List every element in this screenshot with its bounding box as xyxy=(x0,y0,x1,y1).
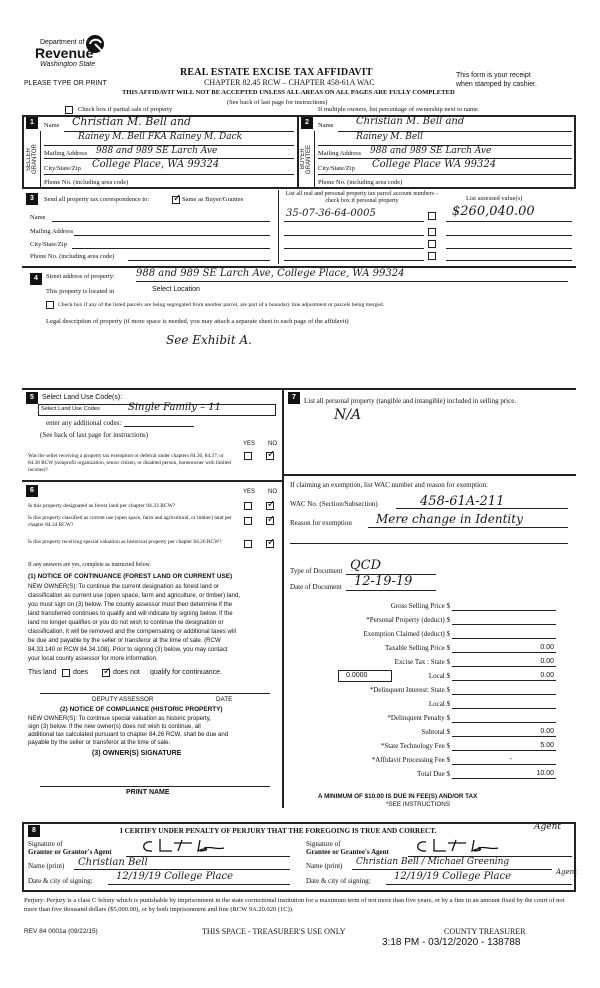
legal-description-value[interactable]: See Exhibit A. xyxy=(166,333,252,347)
s3-mailing-label: Mailing Address xyxy=(30,228,74,235)
grantor-date-city-label: Date & city of signing: xyxy=(28,877,93,885)
partial-sale-checkbox[interactable] xyxy=(65,106,73,114)
seller-city-label: City/State/Zip xyxy=(44,165,81,172)
seller-name-line2[interactable]: Rainey M. Bell FKA Rainey M. Dack xyxy=(78,132,243,142)
q-historical-yes[interactable] xyxy=(244,540,252,548)
s5-see-back: (See back of last page for instructions) xyxy=(40,431,149,439)
buyer-name-line2[interactable]: Rainey M. Bell xyxy=(356,132,423,142)
owner-signature-label: (3) OWNER(S) SIGNATURE xyxy=(92,750,182,757)
qualify-label: qualify for continuance. xyxy=(150,669,222,676)
section4-number: 4 xyxy=(30,273,42,285)
q-current-use-no[interactable] xyxy=(266,517,274,525)
seller-mailing-label: Mailing Address xyxy=(44,150,88,157)
document-type-label: Type of Document xyxy=(290,567,343,575)
s5-no-header: NO xyxy=(268,441,277,447)
grantor-signature[interactable] xyxy=(138,836,228,856)
tax-row-penalty-label: *Delinquent Penalty $ xyxy=(387,714,450,722)
treasurer-only: THIS SPACE - TREASURER'S USE ONLY xyxy=(202,927,346,936)
parcel-checkbox-3[interactable] xyxy=(428,240,436,248)
q-current-use-yes[interactable] xyxy=(244,517,252,525)
receipt-note1: This form is your receipt xyxy=(456,72,531,79)
buyer-side-label: BUYER GRANTEE xyxy=(300,144,312,174)
s3-phone-label: Phone No. (including area code) xyxy=(30,253,115,260)
seller-name-line1[interactable]: Christian M. Bell and xyxy=(72,115,192,128)
document-type-value[interactable]: QCD xyxy=(350,558,382,573)
legal-description-label: Legal description of property (if more space is needed, you may attach a separate sheet to each page of the affidavit) xyxy=(46,318,349,325)
buyer-mailing-value[interactable]: 988 and 989 SE Larch Ave xyxy=(370,146,492,156)
q-exemption-yes[interactable] xyxy=(244,452,252,460)
q-historical-no[interactable] xyxy=(266,540,274,548)
notice1-line2: classification as current use (open space, farm and agriculture, or timber) land, xyxy=(28,592,241,599)
notice1-line8: 84.33.140 or RCW 84.34.108). Prior to signing (3) below, you may contact xyxy=(28,646,228,653)
parcel-number-value[interactable]: 35-07-36-64-0005 xyxy=(286,208,376,219)
deputy-date-label: DATE xyxy=(216,696,233,703)
tax-row-personal-label: *Personal Property (deduct) $ xyxy=(366,616,450,624)
grantee-name-value[interactable]: Christian Bell / Michael Greening xyxy=(356,857,510,867)
cashier-stamp: 3:18 PM - 03/12/2020 - 138788 xyxy=(382,937,521,948)
reason-label: Reason for exemption xyxy=(290,519,352,527)
certify-statement: I CERTIFY UNDER PENALTY OF PERJURY THAT THE FOREGOING IS TRUE AND CORRECT. xyxy=(120,827,437,835)
send-correspondence-label: Send all property tax correspondence to: xyxy=(44,196,150,203)
reason-value[interactable]: Mere change in Identity xyxy=(376,512,523,526)
notice2-line3: additional tax calculated pursuant to chapter 84.26 RCW, shall be due and xyxy=(28,731,229,738)
notice1-line4: land transferred continues to qualify and will indicate by signing below. If the xyxy=(28,610,233,617)
tax-row-subtotal-value: 0.00 xyxy=(540,728,554,735)
form-warning: THIS AFFIDAVIT WILL NOT BE ACCEPTED UNLESS ALL AREAS ON ALL PAGES ARE FULLY COMPLETED xyxy=(122,89,455,96)
wac-claim-note: If claiming an exemption, list WAC number and reason for exemption: xyxy=(290,481,488,489)
local-rate-value: 0.0000 xyxy=(346,672,368,679)
grantor-date-city-value[interactable]: 12/19/19 College Place xyxy=(116,871,233,882)
parcel-checkbox-2[interactable] xyxy=(428,228,436,236)
street-address-value[interactable]: 988 and 989 SE Larch Ave, College Place, WA 99324 xyxy=(136,268,405,279)
notice1-line1: NEW OWNER(S): To continue the current designation as forest land or xyxy=(28,583,219,590)
tax-row-procfee-value: - xyxy=(509,756,512,763)
form-id: REV 84 0001a (09/22/15) xyxy=(24,928,98,935)
grantee-signature-label1: Signature of xyxy=(306,840,341,848)
section8-number: 8 xyxy=(28,825,40,837)
does-qualify-checkbox[interactable] xyxy=(62,669,70,677)
select-land-use-label: Select Land Use Code(s): xyxy=(42,394,123,401)
buyer-mailing-label: Mailing Address xyxy=(318,150,362,157)
tax-row-taxable-value: 0.00 xyxy=(540,644,554,651)
buyer-phone-label: Phone No. (including area code) xyxy=(318,179,403,186)
grantor-name-value[interactable]: Christian Bell xyxy=(78,857,148,868)
segregated-note: Check box if any of the listed parcels are being segregated from another parcel, are part of a boundary line adjustment or parcels being merged. xyxy=(58,302,385,308)
parcel-checkbox-4[interactable] xyxy=(428,252,436,260)
tax-row-techfee-label: *State Technology Fee $ xyxy=(380,742,450,750)
land-use-codes-value[interactable]: Single Family – 11 xyxy=(128,402,222,413)
dept-line2: Revenue xyxy=(35,45,94,61)
assessed-header: List assessed value(s) xyxy=(466,195,523,202)
location-select[interactable]: Select Location xyxy=(152,286,200,293)
section7-number: 7 xyxy=(288,392,300,404)
does-not-label: does not xyxy=(113,669,140,676)
notice1-line7: be due and payable by the seller or transferor at the time of sale. (RCW xyxy=(28,637,221,644)
notice1-line6: classification, it will be removed and the compensating or additional taxes will xyxy=(28,628,236,635)
additional-codes-label: enter any additional codes: xyxy=(46,419,122,427)
seller-name-label: Name xyxy=(44,122,60,129)
form-chapter: CHAPTER 82.45 RCW – CHAPTER 458-61A WAC xyxy=(204,78,375,87)
tax-row-state-value: 0.00 xyxy=(540,658,554,665)
street-address-label: Street address of property: xyxy=(46,273,115,280)
document-date-value[interactable]: 12-19-19 xyxy=(354,574,413,589)
grantee-name-label: Name (print) xyxy=(306,862,343,870)
seller-phone-label: Phone No. (including area code) xyxy=(44,179,129,186)
dept-line1: Department of xyxy=(40,39,85,46)
section1-number: 1 xyxy=(26,117,38,129)
print-name-label: PRINT NAME xyxy=(126,789,170,796)
q-forest-yes[interactable] xyxy=(244,502,252,510)
seller-side-label: SELLER GRANTOR xyxy=(26,144,38,174)
notice1-line9: your local county assessor for more information. xyxy=(28,655,158,662)
notice2-line4: payable by the seller or transferor at the time of sale. xyxy=(28,739,171,746)
segregated-checkbox[interactable] xyxy=(46,301,54,309)
tax-row-local-value: 0.00 xyxy=(540,672,554,679)
document-date-label: Date of Document xyxy=(290,583,342,591)
tax-row-total-value: 10.00 xyxy=(536,770,554,777)
minimum-due-note: A MINIMUM OF $10.00 IS DUE IN FEE(S) AND/OR TAX xyxy=(318,793,478,800)
this-land-label: This land xyxy=(28,669,57,676)
tax-row-procfee-label: *Affidavit Processing Fee $ xyxy=(371,756,450,764)
if-yes-note: If any answers are yes, complete as instructed below. xyxy=(28,562,151,568)
print-note: PLEASE TYPE OR PRINT xyxy=(24,80,107,87)
buyer-name-label: Name xyxy=(318,122,334,129)
located-label: This property is located in xyxy=(46,288,115,295)
grantee-signature-label2: Grantee or Grantee's Agent xyxy=(306,848,389,856)
deputy-assessor-label: DEPUTY ASSESSOR xyxy=(92,696,154,703)
seller-city-value[interactable]: College Place, WA 99324 xyxy=(92,159,220,170)
q-forest-no[interactable] xyxy=(266,502,274,510)
section6-number: 6 xyxy=(26,485,38,497)
section5-number: 5 xyxy=(26,392,38,404)
partial-sale-label: Check box if partial sale of property xyxy=(78,106,173,113)
same-as-buyer-checkbox[interactable] xyxy=(172,196,180,204)
grantee-date-city-value[interactable]: 12/19/19 College Place xyxy=(394,871,511,882)
personal-property-value[interactable]: N/A xyxy=(334,407,362,423)
notice1-line3: you must sign on (3) below. The county assessor must then determine if the xyxy=(28,601,233,608)
q-current-use: Is this property classified as current use (open space, farm and agricultural, or timber) land per chapter 84.34 RCW? xyxy=(28,515,232,528)
notice2-line2: sign (3) below. If the new owner(s) does not wish to continue, all xyxy=(28,723,201,730)
notice2-title: (2) NOTICE OF COMPLIANCE (HISTORIC PROPERTY) xyxy=(60,706,223,713)
q-exemption-no[interactable] xyxy=(266,452,274,460)
does-not-qualify-checkbox[interactable] xyxy=(102,669,110,677)
personal-property-label: List all personal property (tangible and intangible) included in selling price. xyxy=(304,397,517,405)
s3-name-label: Name xyxy=(30,214,46,221)
seller-mailing-value[interactable]: 988 and 989 SE Larch Ave xyxy=(96,146,218,156)
s6-no-header: NO xyxy=(268,489,277,495)
certify-agent-note: Agent xyxy=(534,822,561,832)
grantor-signature-label1: Signature of xyxy=(28,840,63,848)
buyer-name-line1[interactable]: Christian M. Bell and xyxy=(356,116,465,127)
grantee-date-city-label: Date & city of signing: xyxy=(306,877,371,885)
wac-number-value[interactable]: 458-61A-211 xyxy=(420,494,505,509)
county-treasurer: COUNTY TREASURER xyxy=(444,927,526,936)
land-use-codes-label: Select Land Use Codes xyxy=(41,406,100,412)
tax-row-taxable-label: Taxable Selling Price $ xyxy=(384,644,450,652)
s3-city-label: City/State/Zip xyxy=(30,241,67,248)
tax-row-subtotal-label: Subtotal $ xyxy=(421,728,450,736)
receipt-note2: when stamped by cashier. xyxy=(456,81,537,88)
q-historical: Is this property receiving special valuation as historical property per chapter 84.26 RCW? xyxy=(28,539,222,545)
grantor-name-label: Name (print) xyxy=(28,862,65,870)
tax-row-local-label: Local $ xyxy=(428,672,450,680)
see-instructions-note: *SEE INSTRUCTIONS xyxy=(386,801,451,808)
tax-row-state-label: Excise Tax : State $ xyxy=(394,658,450,666)
assessed-value[interactable]: $260,040.00 xyxy=(452,204,535,219)
s6-yes-header: YES xyxy=(243,489,256,495)
parties-divider xyxy=(297,115,299,189)
section3-number: 3 xyxy=(26,193,38,205)
parcel-checkbox-1[interactable] xyxy=(428,212,436,220)
tax-row-delinq-local-label: Local $ xyxy=(428,700,450,708)
tax-row-total-label: Total Due $ xyxy=(417,770,450,778)
grantee-signature[interactable] xyxy=(412,836,502,856)
wac-number-label: WAC No. (Section/Subsection) xyxy=(290,500,378,508)
multiple-owners-note: If multiple owners, list percentage of ownership next to name. xyxy=(318,106,480,113)
see-back-note: (See back of last page for instructions) xyxy=(227,99,328,106)
section2-number: 2 xyxy=(301,117,313,129)
parcel-header: List all real and personal property tax parcel account numbers – check box if personal property xyxy=(285,191,439,204)
tax-row-exemption-label: Exemption Claimed (deduct) $ xyxy=(363,630,450,638)
buyer-city-label: City/State/Zip xyxy=(318,165,355,172)
buyer-city-value[interactable]: College Place WA 99324 xyxy=(372,159,497,170)
notice2-line1: NEW OWNER(S): To continue special valuation as historic property, xyxy=(28,715,211,722)
q-forest: Is this property designated as forest land per chapter 84.33 RCW? xyxy=(28,503,176,509)
q-exemption: Was the seller receiving a property tax exemption or deferral under chapters 84.36, 84.37, or 84.38 RCW (nonprofit organization, senior citizen, or disabled person, homeowner with limited income)? xyxy=(28,453,231,473)
dept-line3: Washington State xyxy=(40,61,96,68)
perjury-note: Perjury: Perjury is a class C felony which is punishable by imprisonment in the state correctional institution for a maximum term of not more than five years, or by a fine in an amount fixed by the court of not more than five thousand dollars ($5,000.00), or by both imprisonment and fine (RCW 9A.20.020 (1C)). xyxy=(24,897,565,913)
grantee-name-suffix: Agent xyxy=(556,868,577,876)
s5-yes-header: YES xyxy=(243,441,256,447)
form-title: REAL ESTATE EXCISE TAX AFFIDAVIT xyxy=(180,67,373,78)
tax-row-gross-label: Gross Selling Price $ xyxy=(390,602,450,610)
does-label: does xyxy=(73,669,89,676)
grantor-signature-label2: Grantor or Grantor's Agent xyxy=(28,848,112,856)
tax-row-delinq-state-label: *Delinquent Interest: State $ xyxy=(369,686,450,694)
tax-row-techfee-value: 5.00 xyxy=(540,742,554,749)
same-as-buyer-label: Same as Buyer/Grantee xyxy=(182,196,244,203)
notice1-title: (1) NOTICE OF CONTINUANCE (FOREST LAND OR CURRENT USE) xyxy=(28,573,233,580)
notice1-line5: land no longer qualifies or you do not wish to continue the designation or xyxy=(28,619,224,626)
